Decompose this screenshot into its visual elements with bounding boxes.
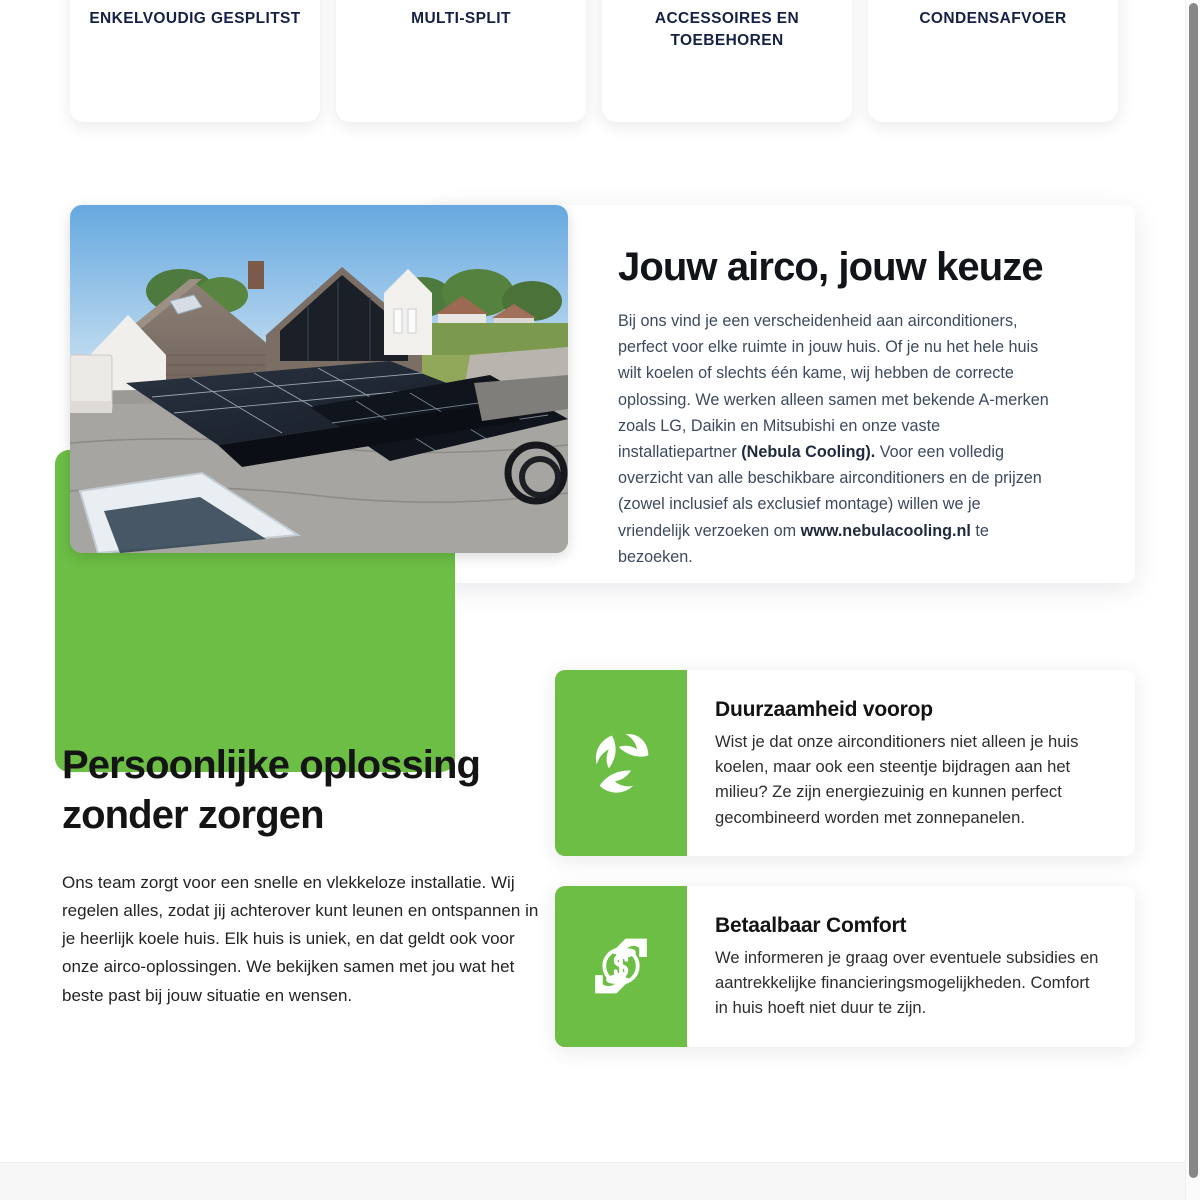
feature-card-title: Duurzaamheid voorop [715, 698, 933, 721]
nebulacooling-url[interactable]: www.nebulacooling.nl [800, 521, 971, 540]
hero-paragraph-part2: Voor een volledig overzicht van alle beschikbare airconditioners en de prijzen (zowel inclusief als exclusief montage) willen we je vriendelijk verzoeken om [618, 442, 1042, 540]
category-card-accessoires-en-toebehoren[interactable] [602, 0, 852, 122]
recycle-leaves-icon [555, 670, 687, 856]
feature-card-body [687, 670, 1135, 856]
vertical-scrollbar-thumb[interactable] [1189, 3, 1198, 1178]
hero-paragraph [618, 308, 1050, 570]
hero-partner-name: (Nebula Cooling). [741, 442, 876, 461]
category-card-label: CONDENSAFVOER [919, 10, 1067, 27]
category-card-label: ACCESSOIRES EN TOEBEHOREN [654, 10, 800, 50]
feature-card-betaalbaar-comfort [555, 886, 1135, 1047]
hero-paragraph-part3: te bezoeken. [618, 521, 989, 566]
feature-card-duurzaamheid [555, 670, 1135, 856]
lower-title-line1: Persoonlijke oplossing [62, 743, 481, 787]
category-card-row [70, 0, 1120, 122]
category-card-condensafvoer[interactable] [868, 0, 1118, 122]
category-card-label: ENKELVOUDIG GESPLITST [89, 10, 301, 27]
hero-section [0, 205, 1200, 595]
hero-text-block [618, 245, 1063, 570]
category-card-enkelvoudig-gesplitst[interactable] [70, 0, 320, 122]
hands-holding-money-icon [555, 886, 687, 1047]
lower-title-line2: zonder zorgen [62, 793, 324, 838]
personal-solution-section [0, 660, 1200, 1100]
feature-card-body [687, 886, 1135, 1047]
feature-card-text: We informeren je graag over eventuele subsidies en aantrekkelijke financieringsmogelijkheden. Comfort in huis hoeft niet duur te zijn. [715, 947, 1099, 1018]
category-card-multi-split[interactable] [336, 0, 586, 122]
lower-paragraph: Ons team zorgt voor een snelle en vlekkeloze installatie. Wij regelen alles, zodat jij achterover kunt leunen en ontspannen in je heerlijk koele huis. Elk huis is uniek, en dat geldt ook voor onze airco-oplossingen. We bekijken samen met jou wat het beste past bij jouw situatie en wensen. [62, 872, 539, 1005]
feature-card-title: Betaalbaar Comfort [715, 913, 907, 937]
page-bottom-band [0, 1162, 1185, 1200]
hero-title: Jouw airco, jouw keuze [618, 245, 1043, 289]
feature-card-text: Wist je dat onze airconditioners niet alleen je huis koelen, maar ook een steentje bijdragen aan het milieu? Ze zijn energiezuinig en kunnen perfect gecombineerd worden met zonnepanelen. [715, 732, 1079, 827]
category-card-label: MULTI-SPLIT [411, 10, 511, 27]
lower-title [62, 740, 552, 841]
hero-paragraph-part1: Bij ons vind je een verscheidenheid aan airconditioners, perfect voor elke ruimte in jouw huis. Of je nu het hele huis wilt koelen of slechts één kame, wij hebben de correcte oplossing. We werken alleen samen met bekende A-merken zoals LG, Daikin en Mitsubishi en onze vaste installatiepartner [618, 311, 1049, 461]
lower-text-block [62, 740, 552, 1010]
feature-card-column [555, 670, 1135, 1077]
rooftop-solar-panels-photo [70, 205, 568, 553]
vertical-scrollbar-track[interactable] [1185, 0, 1200, 1200]
